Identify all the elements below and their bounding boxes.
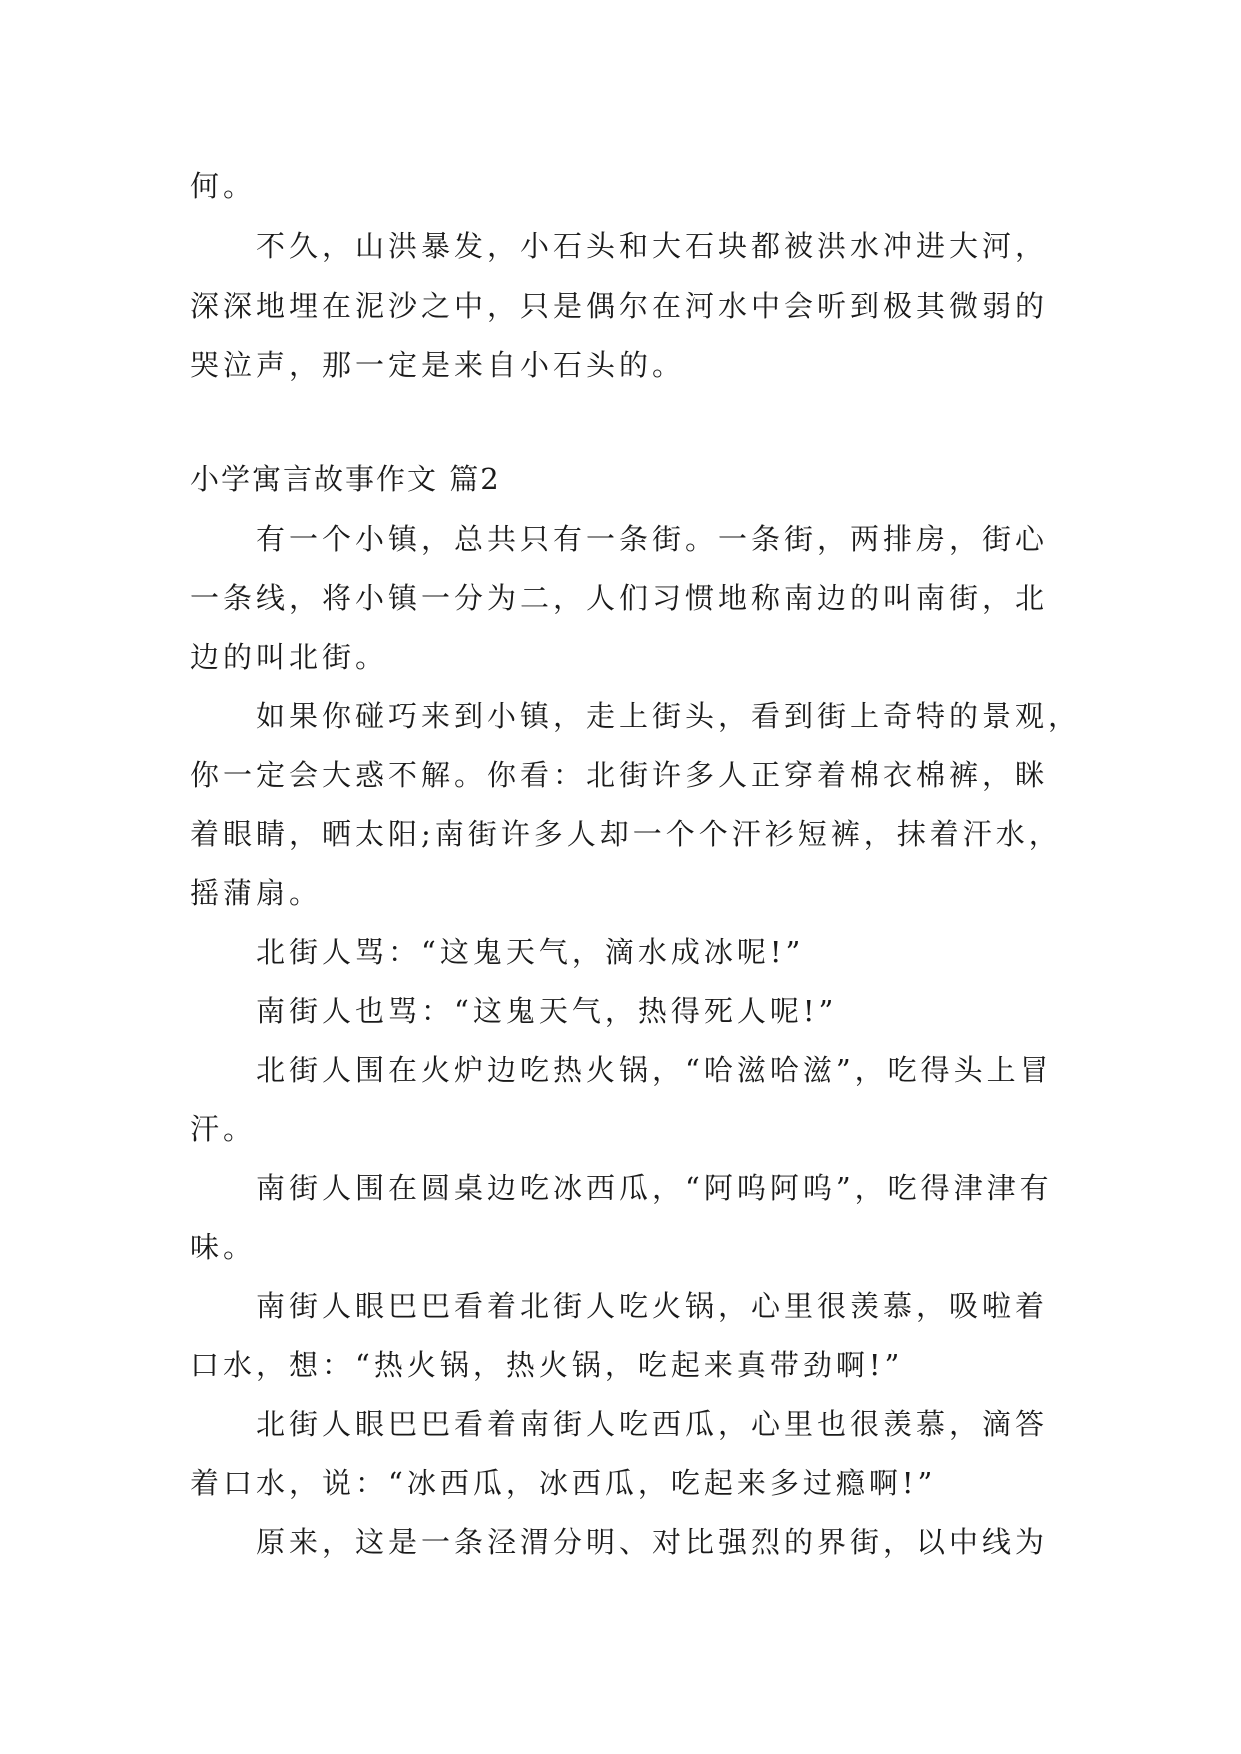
section-heading: 小学寓言故事作文 篇2 xyxy=(190,462,501,496)
text-line: 摇蒲扇。 xyxy=(190,876,323,910)
text-line: 汗。 xyxy=(190,1112,257,1146)
paragraph-first-line: 南街人眼巴巴看着北街人吃火锅，心里很羡慕，吸啦着 xyxy=(256,1289,1049,1323)
paragraph-first-line: 有一个小镇，总共只有一条街。一条街，两排房，街心 xyxy=(256,522,1049,556)
paragraph-first-line: 南街人也骂：“这鬼天气，热得死人呢!” xyxy=(256,994,838,1028)
text-line: 口水，想：“热火锅，热火锅，吃起来真带劲啊!” xyxy=(190,1348,904,1382)
text-line: 哭泣声，那一定是来自小石头的。 xyxy=(190,348,686,382)
text-line: 你一定会大惑不解。你看：北街许多人正穿着棉衣棉裤，眯 xyxy=(190,758,1049,792)
text-line: 何。 xyxy=(190,169,257,203)
text-line: 一条线，将小镇一分为二，人们习惯地称南边的叫南街，北 xyxy=(190,581,1049,615)
paragraph-first-line: 如果你碰巧来到小镇，走上街头，看到街上奇特的景观， xyxy=(256,699,1082,733)
paragraph-first-line: 北街人围在火炉边吃热火锅，“哈滋哈滋”，吃得头上冒 xyxy=(256,1053,1053,1087)
paragraph-first-line: 北街人眼巴巴看着南街人吃西瓜，心里也很羡慕，滴答 xyxy=(256,1407,1049,1441)
text-line: 边的叫北街。 xyxy=(190,640,389,674)
text-line: 味。 xyxy=(190,1230,257,1264)
paragraph-first-line: 北街人骂：“这鬼天气，滴水成冰呢!” xyxy=(256,935,805,969)
paragraph-first-line: 不久，山洪暴发，小石头和大石块都被洪水冲进大河， xyxy=(256,229,1049,263)
text-line: 深深地埋在泥沙之中，只是偶尔在河水中会听到极其微弱的 xyxy=(190,289,1049,323)
text-line: 着眼睛，晒太阳;南街许多人却一个个汗衫短裤，抹着汗水， xyxy=(190,817,1062,851)
text-line: 着口水，说：“冰西瓜，冰西瓜，吃起来多过瘾啊!” xyxy=(190,1466,937,1500)
paragraph-first-line: 原来，这是一条泾渭分明、对比强烈的界街，以中线为 xyxy=(256,1525,1049,1559)
paragraph-first-line: 南街人围在圆桌边吃冰西瓜，“阿呜阿呜”，吃得津津有 xyxy=(256,1171,1053,1205)
